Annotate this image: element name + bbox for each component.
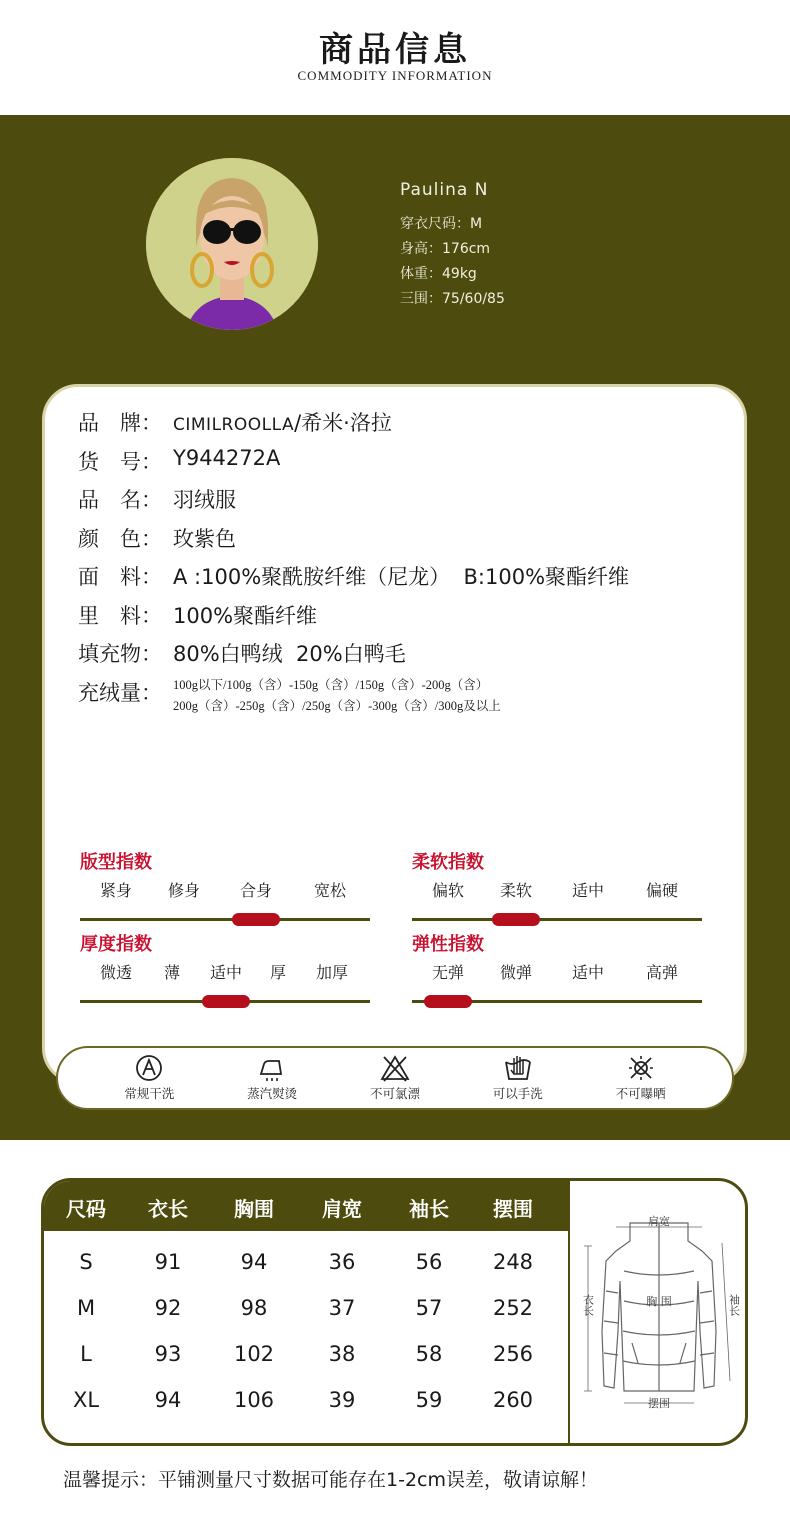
softness-index-title: 柔软指数 (412, 852, 484, 873)
sku-label: 货 号： (78, 449, 162, 474)
size-cell: 59 (415, 1388, 443, 1412)
diagram-shoulder-label: 肩宽 (648, 1215, 670, 1228)
elasticity-option: 适中 (571, 963, 605, 982)
size-cell: 58 (415, 1342, 443, 1366)
brand-row (78, 407, 718, 446)
filling-row (78, 638, 718, 677)
size-cell: 91 (154, 1250, 182, 1274)
sku-row (78, 446, 718, 485)
fit-index-scale (80, 878, 370, 906)
color-row (78, 523, 718, 562)
size-chart-header (44, 1181, 568, 1231)
size-cell: 260 (492, 1388, 534, 1412)
filling-label: 填充物： (78, 642, 162, 666)
size-header-cell: 袖长 (409, 1197, 449, 1221)
care-label: 不可曝晒 (615, 1086, 666, 1101)
softness-option: 偏软 (431, 881, 465, 900)
care-instructions (56, 1046, 734, 1110)
softness-index-track (412, 918, 702, 921)
model-avatar (146, 158, 318, 330)
size-header-cell: 肩宽 (322, 1197, 362, 1221)
size-cell: 94 (154, 1388, 182, 1412)
softness-option: 适中 (571, 881, 605, 900)
elasticity-option: 无弹 (431, 963, 465, 982)
size-cell: M (76, 1296, 96, 1320)
softness-option: 柔软 (499, 881, 533, 900)
color-label: 颜 色： (78, 526, 162, 551)
thickness-index-scale (80, 960, 370, 988)
size-chart (41, 1178, 748, 1446)
elasticity-index-marker (424, 995, 472, 1008)
softness-index-scale (412, 878, 702, 906)
elasticity-option: 微弹 (499, 963, 533, 982)
size-cell: XL (72, 1388, 100, 1412)
down-jacket-outline-icon (570, 1181, 748, 1443)
no-sun-dry-icon (626, 1054, 656, 1082)
size-cell: 102 (233, 1342, 275, 1366)
hand-wash-icon (503, 1054, 533, 1082)
care-item (591, 1054, 691, 1102)
no-bleach-icon (380, 1054, 410, 1082)
thickness-index-title: 厚度指数 (80, 934, 152, 955)
size-header-cell: 胸围 (234, 1197, 274, 1221)
product-name-label: 品 名： (78, 488, 162, 512)
thickness-option: 厚 (269, 963, 287, 982)
model-weight: 体重：49kg (400, 266, 477, 282)
care-item (345, 1054, 445, 1102)
brand-name-zh: /希米·洛拉 (294, 411, 392, 435)
steam-iron-icon (257, 1054, 287, 1082)
thickness-option: 适中 (209, 963, 243, 982)
model-measurements: 三围：75/60/85 (400, 291, 505, 307)
fabric-row (78, 561, 718, 600)
lining-label: 里 料： (78, 603, 162, 628)
size-cell: 37 (328, 1296, 356, 1320)
fit-option: 修身 (167, 881, 201, 900)
care-item (468, 1054, 568, 1102)
softness-index-marker (492, 913, 540, 926)
product-name-row (78, 484, 718, 523)
softness-index (412, 848, 702, 906)
measurement-tip: 温馨提示：平铺测量尺寸数据可能存在1-2cm误差，敬请谅解！ (63, 1469, 598, 1491)
lining-row (78, 600, 718, 639)
elasticity-index (412, 930, 702, 988)
product-attributes (78, 407, 718, 737)
diagram-chest-label: 胸 围 (646, 1295, 672, 1308)
filling-value: 80%白鸭绒 20%白鸭毛 (173, 642, 406, 666)
size-cell: 248 (492, 1250, 534, 1274)
care-label: 常规干洗 (124, 1086, 175, 1101)
measurement-diagram (570, 1181, 748, 1443)
size-header-cell: 尺码 (66, 1197, 106, 1221)
thickness-option: 微透 (99, 963, 133, 982)
size-cell: 38 (328, 1342, 356, 1366)
size-cell: 98 (240, 1296, 268, 1320)
down-weight-row (78, 677, 718, 737)
softness-option: 偏硬 (645, 881, 679, 900)
fit-option: 宽松 (313, 881, 347, 900)
down-weight-value (173, 675, 593, 717)
care-label: 蒸汽熨烫 (247, 1086, 298, 1101)
elasticity-index-scale (412, 960, 702, 988)
size-cell: 94 (240, 1250, 268, 1274)
fit-index (80, 848, 370, 906)
thickness-index-marker (202, 995, 250, 1008)
thickness-option: 薄 (163, 963, 181, 982)
fabric-label: 面 料： (78, 565, 162, 589)
size-header-cell: 衣长 (148, 1197, 188, 1221)
fit-option: 紧身 (99, 881, 133, 900)
color-value: 玫紫色 (173, 526, 236, 551)
model-size: 穿衣尺码：M (400, 216, 483, 232)
size-cell: 56 (415, 1250, 443, 1274)
elasticity-index-title: 弹性指数 (412, 934, 484, 955)
product-name-value: 羽绒服 (173, 488, 236, 512)
care-label: 可以手洗 (492, 1086, 543, 1101)
care-label: 不可氯漂 (369, 1086, 420, 1101)
dry-clean-icon (134, 1054, 164, 1082)
section-subtitle: COMMODITY INFORMATION (297, 68, 493, 83)
size-header-cell: 摆围 (493, 1197, 533, 1221)
brand-name-en: CIMILROOLLA (173, 415, 295, 435)
size-cell: 256 (492, 1342, 534, 1366)
care-item (222, 1054, 322, 1102)
diagram-sleeve-label: 袖长 (727, 1294, 741, 1316)
sku-value: Y944272A (173, 445, 281, 470)
thickness-option: 加厚 (315, 963, 349, 982)
down-weight-label: 充绒量： (78, 680, 162, 705)
size-cell: 57 (415, 1296, 443, 1320)
size-cell: 252 (492, 1296, 534, 1320)
model-info (400, 180, 505, 312)
model-name: Paulina N (400, 180, 489, 200)
elasticity-option: 高弹 (645, 963, 679, 982)
model-height: 身高：176cm (400, 241, 491, 257)
fit-index-marker (232, 913, 280, 926)
fabric-value: A :100%聚酰胺纤维（尼龙） B:100%聚酯纤维 (173, 565, 630, 589)
diagram-length-label: 衣长 (581, 1294, 595, 1316)
diagram-hem-label: 摆围 (648, 1397, 670, 1410)
size-cell: 93 (154, 1342, 182, 1366)
size-cell: 92 (154, 1296, 182, 1320)
section-title: 商品信息 (319, 30, 471, 70)
section-header (0, 0, 790, 115)
brand-value (173, 407, 392, 437)
down-weight-line-1: 100g以下/100g（含）-150g（含）/150g（含）-200g（含） (173, 677, 489, 692)
thickness-index (80, 930, 370, 988)
size-cell: L (80, 1342, 92, 1366)
down-weight-line-2: 200g（含）-250g（含）/250g（含）-300g（含）/300g及以上 (173, 698, 501, 713)
size-cell: 106 (233, 1388, 275, 1412)
size-cell: S (79, 1250, 93, 1274)
fit-index-track (80, 918, 370, 921)
fit-option: 合身 (239, 881, 273, 900)
size-cell: 36 (328, 1250, 356, 1274)
brand-label: 品 牌： (78, 411, 162, 435)
fit-index-title: 版型指数 (80, 852, 152, 873)
size-cell: 39 (328, 1388, 356, 1412)
care-item (99, 1054, 199, 1102)
lining-value: 100%聚酯纤维 (173, 603, 318, 628)
